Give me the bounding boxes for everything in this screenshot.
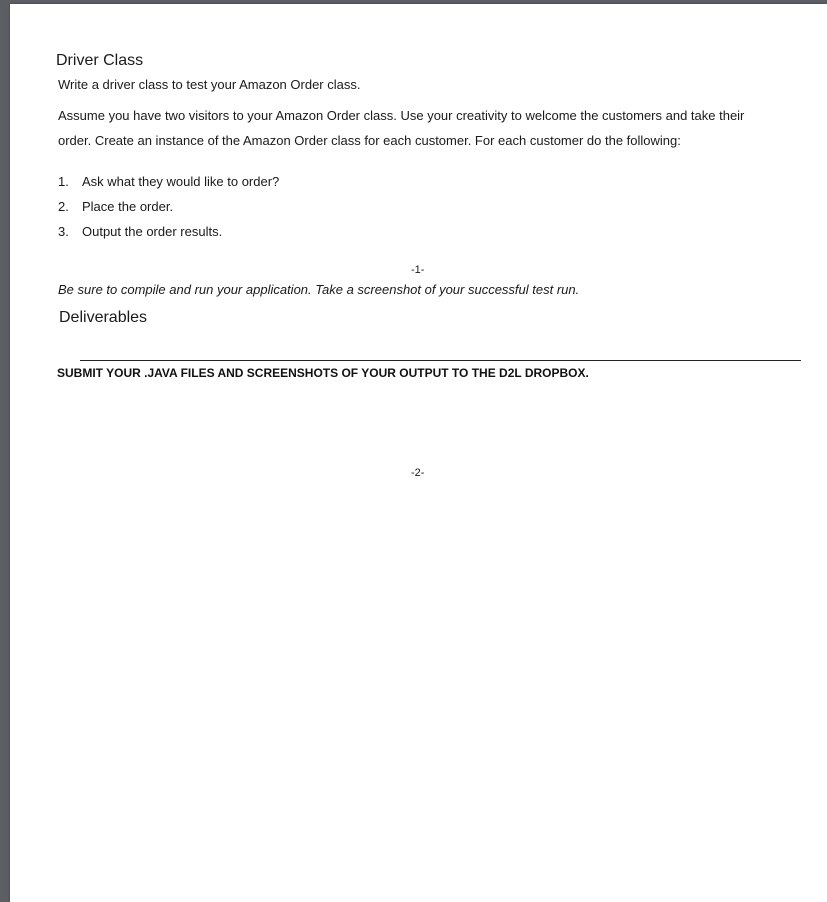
document-page xyxy=(10,4,827,902)
compile-note: Be sure to compile and run your application. Take a screenshot of your successful test run. xyxy=(58,282,580,297)
list-item xyxy=(58,194,279,219)
steps-list xyxy=(58,169,279,244)
list-item-number: 3. xyxy=(58,224,69,239)
paragraph-line-2: order. Create an instance of the Amazon Order class for each customer. For each customer do the following: xyxy=(58,133,681,148)
submit-instructions: SUBMIT YOUR .JAVA FILES AND SCREENSHOTS OF YOUR OUTPUT TO THE D2L DROPBOX. xyxy=(57,366,589,380)
driver-intro-text: Write a driver class to test your Amazon Order class. xyxy=(58,77,361,92)
list-item-number: 2. xyxy=(58,199,69,214)
list-item xyxy=(58,169,279,194)
page-number-1: -1- xyxy=(411,264,425,276)
horizontal-rule xyxy=(80,360,801,361)
list-item xyxy=(58,219,279,244)
page-number-2: -2- xyxy=(411,467,425,479)
list-item-text: Ask what they would like to order? xyxy=(82,174,280,189)
list-item-number: 1. xyxy=(58,174,69,189)
paragraph-line-1: Assume you have two visitors to your Amazon Order class. Use your creativity to welcome the customers and take their xyxy=(58,108,745,123)
deliverables-heading: Deliverables xyxy=(59,309,148,326)
list-item-text: Output the order results. xyxy=(82,224,223,239)
driver-class-heading: Driver Class xyxy=(56,52,144,69)
list-item-text: Place the order. xyxy=(82,199,174,214)
